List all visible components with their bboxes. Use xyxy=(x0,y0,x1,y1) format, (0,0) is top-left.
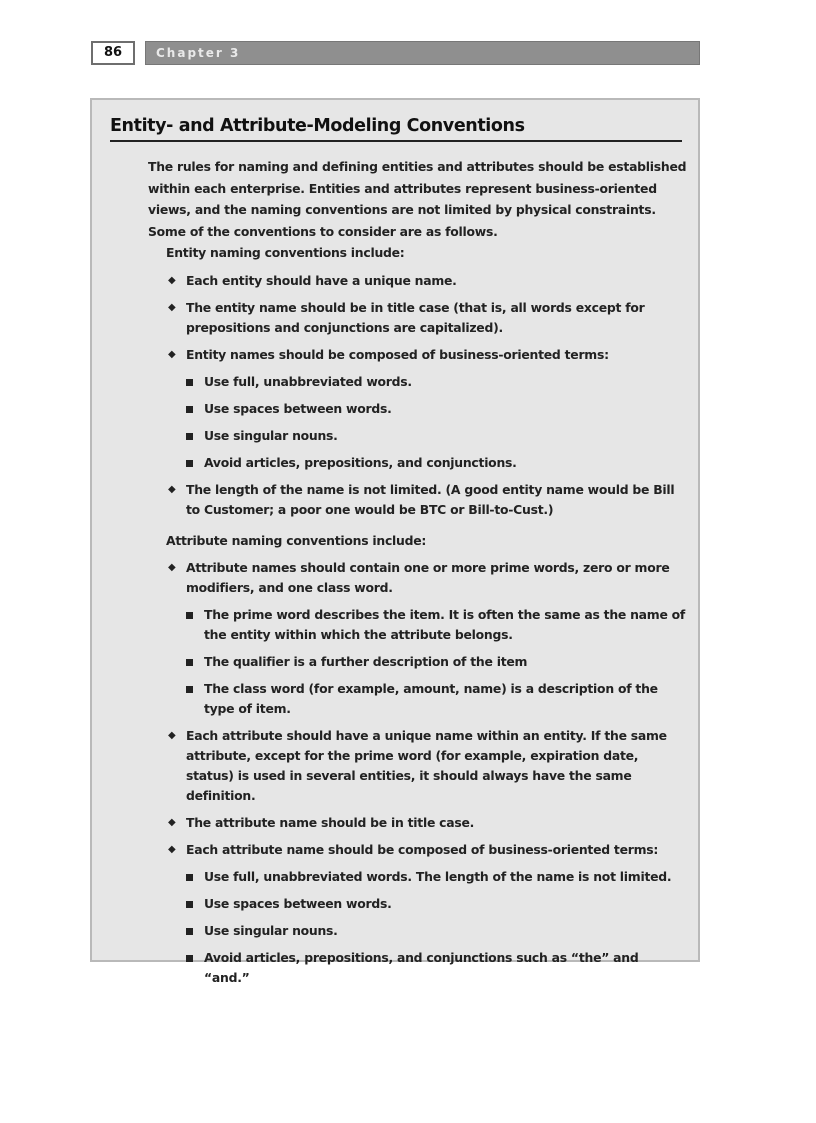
page-number: 86 xyxy=(91,41,135,65)
sub-list-item-text: Use full, unabbreviated words. The length of the name is not limited. xyxy=(204,869,672,884)
list-item xyxy=(148,726,688,806)
list-item xyxy=(148,271,688,291)
intro-paragraph: The rules for naming and defining entities and attributes should be established within each enterprise. Entities and attributes represent business-oriented views, and the naming conventions are not limited by physical constraints. Some of the conventions to consider are as follows. xyxy=(148,159,687,239)
diamond-bullet-icon: ◆ xyxy=(168,844,176,855)
square-bullet-icon xyxy=(186,406,193,413)
square-bullet-icon xyxy=(186,379,193,386)
list-item-text: The entity name should be in title case (that is, all words except for prepositions and conjunctions are capitalized). xyxy=(186,299,645,335)
list-item-text: Each attribute name should be composed of business-oriented terms: xyxy=(186,842,659,857)
entity-conventions-heading: Entity naming conventions include: xyxy=(166,245,405,260)
sub-list xyxy=(186,605,688,719)
sub-list-item xyxy=(186,921,688,941)
list-item-text: Entity names should be composed of business-oriented terms: xyxy=(186,346,609,362)
attribute-conventions-heading: Attribute naming conventions include: xyxy=(166,532,427,548)
sub-list-item xyxy=(186,372,688,392)
list-item-text: The length of the name is not limited. (A good entity name would be Bill to Customer; a poor one would be BTC or Bill-to-Cust.) xyxy=(186,481,675,517)
sub-list-item-text: Use singular nouns. xyxy=(204,427,338,443)
diamond-bullet-icon: ◆ xyxy=(168,730,176,741)
square-bullet-icon xyxy=(186,460,193,467)
list-item xyxy=(148,345,688,473)
conventions-sidebar xyxy=(90,98,700,985)
chapter-header: Chapter 3 xyxy=(145,41,700,65)
list-item-text: The attribute name should be in title case. xyxy=(186,815,475,830)
square-bullet-icon xyxy=(186,686,193,693)
square-bullet-icon xyxy=(186,955,193,962)
sub-list-item-text: Use spaces between words. xyxy=(204,896,392,911)
sub-list-item xyxy=(186,867,688,887)
sub-list-item-text: Use full, unabbreviated words. xyxy=(204,373,412,389)
sidebar-title: Entity- and Attribute-Modeling Conventions xyxy=(110,116,682,142)
sidebar-content xyxy=(148,156,688,988)
square-bullet-icon xyxy=(186,612,193,619)
list-item xyxy=(148,298,688,338)
list-item-text: Each attribute should have a unique name within an entity. If the same attribute, except for the prime word (for example, expiration date, status) is used in several entities, it should always have the same definition. xyxy=(186,728,667,803)
diamond-bullet-icon: ◆ xyxy=(168,348,176,360)
list-item xyxy=(148,840,688,988)
diamond-bullet-icon: ◆ xyxy=(168,301,176,313)
sub-list-item-text: Avoid articles, prepositions, and conjunctions such as “the” and “and.” xyxy=(204,950,639,985)
list-item-text: Each entity should have a unique name. xyxy=(186,272,457,288)
entity-conventions-list xyxy=(148,271,688,520)
square-bullet-icon xyxy=(186,901,193,908)
sub-list-item xyxy=(186,679,688,719)
list-item xyxy=(148,480,688,520)
list-item-text: Attribute names should contain one or more prime words, zero or more modifiers, and one class word. xyxy=(186,560,670,595)
square-bullet-icon xyxy=(186,928,193,935)
sub-list-item xyxy=(186,948,688,988)
sub-list-item-text: The class word (for example, amount, name) is a description of the type of item. xyxy=(204,681,658,716)
sub-list-item-text: The qualifier is a further description of the item xyxy=(204,654,528,669)
list-item xyxy=(148,813,688,833)
sub-list-item-text: The prime word describes the item. It is often the same as the name of the entity within which the attribute belongs. xyxy=(204,607,686,642)
sub-list xyxy=(186,867,688,988)
square-bullet-icon xyxy=(186,433,193,440)
sub-list-item-text: Use spaces between words. xyxy=(204,400,392,416)
diamond-bullet-icon: ◆ xyxy=(168,562,176,573)
sub-list-item xyxy=(186,894,688,914)
sub-list xyxy=(186,372,688,473)
square-bullet-icon xyxy=(186,659,193,666)
list-item xyxy=(148,558,688,719)
sub-list-item xyxy=(186,605,688,645)
sub-list-item xyxy=(186,652,688,672)
sub-list-item-text: Avoid articles, prepositions, and conjunctions. xyxy=(204,454,517,470)
sub-list-item xyxy=(186,399,688,419)
diamond-bullet-icon: ◆ xyxy=(168,483,176,495)
attribute-conventions-list xyxy=(148,558,688,988)
sub-list-item-text: Use singular nouns. xyxy=(204,923,338,938)
diamond-bullet-icon: ◆ xyxy=(168,274,176,286)
diamond-bullet-icon: ◆ xyxy=(168,817,176,828)
square-bullet-icon xyxy=(186,874,193,881)
sub-list-item xyxy=(186,426,688,446)
sub-list-item xyxy=(186,453,688,473)
